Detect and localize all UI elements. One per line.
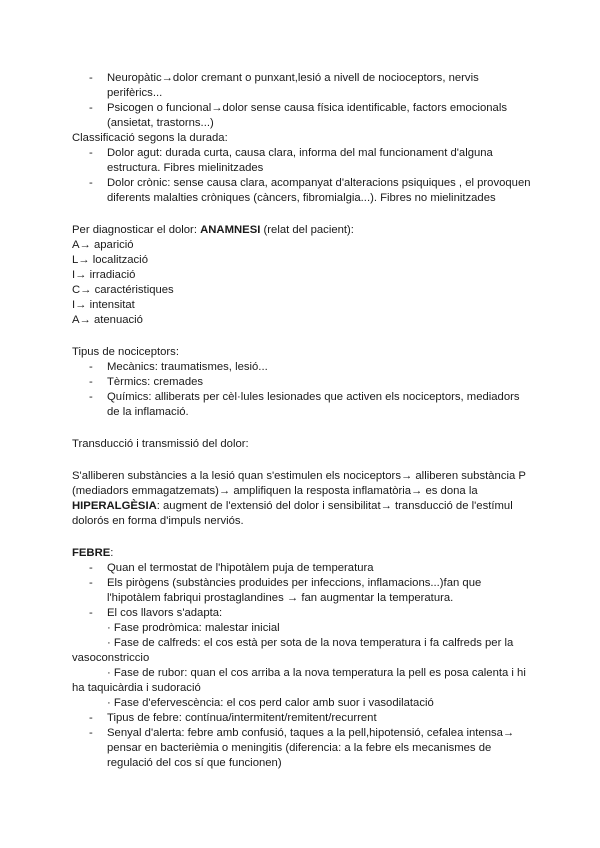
- list-item: - Dolor agut: durada curta, causa clara, informa del mal funcionament d'alguna estructura. Fibres mielinitzades: [72, 146, 532, 176]
- hiperalgesia-keyword: HIPERALGÈSIA: [72, 500, 157, 512]
- alicia-item: A→ atenuació: [72, 314, 143, 326]
- list-item: - Quan el termostat de l'hipotàlem puja de temperatura: [72, 561, 532, 576]
- alicia-item: I→ irradiació: [72, 269, 136, 281]
- list-item: - Els pirògens (substàncies produides per infeccions, inflamacions...)fan que l'hipotàlem fabriqui prostaglandines → fan augmentar la temperatura.: [72, 576, 532, 606]
- febre-phase-prodromica: · Fase prodròmica: malestar inicial: [107, 622, 280, 634]
- febre-list-after: [72, 711, 532, 771]
- nociceptors-heading: Tipus de nociceptors:: [72, 346, 179, 358]
- nociceptors-list: [72, 360, 532, 420]
- febre-phase-rubor-cont: ha taquicàrdia i sudoració: [72, 682, 201, 694]
- transduccio-heading: Transducció i transmissió del dolor:: [72, 438, 249, 450]
- febre-phase-efervescencia: · Fase d'efervescència: el cos perd calor amb suor i vasodilatació: [107, 697, 434, 709]
- febre-phase-calfreds-cont: vasoconstriccio: [72, 652, 150, 664]
- list-item: - Tipus de febre: contínua/intermitent/remitent/recurrent: [72, 711, 532, 726]
- febre-colon: :: [110, 547, 114, 559]
- list-item: - Psicogen o funcional→dolor sense causa física identificable, factors emocionals (ansietat, trastorns...): [72, 101, 532, 131]
- febre-list: [72, 561, 532, 621]
- alicia-item: L→ localització: [72, 254, 148, 266]
- febre-keyword: FEBRE: [72, 547, 111, 559]
- list-item: - Neuropàtic→dolor cremant o punxant,lesió a nivell de nocioceptors, nervis perifèrics...: [72, 71, 532, 101]
- anamnesi-keyword: ANAMNESI: [200, 224, 261, 236]
- diagnostic-line: [72, 223, 532, 238]
- dolor-types-list: [72, 71, 532, 131]
- list-item: - Mecànics: traumatismes, lesió...: [72, 360, 532, 375]
- list-item: - Senyal d'alerta: febre amb confusió, taques a la pell,hipotensió, cefalea intensa→ pensar en bacterièmia o meningitis (diferencia: a la febre els mecanismes de regulació del cos sí que funcionen): [72, 726, 532, 771]
- durada-heading: Classificació segons la durada:: [72, 132, 228, 144]
- list-item: - Dolor crònic: sense causa clara, acompanyat d'alteracions psiquiques , el provoquen diferents malalties cròniques (càncers, fibromialgia...). Fibres no mielinitzades: [72, 176, 532, 206]
- febre-phase-calfreds: · Fase de calfreds: el cos està per sota de la nova temperatura i fa calfreds per la: [107, 637, 514, 649]
- diagnostic-prefix: Per diagnosticar el dolor:: [72, 224, 201, 236]
- alicia-item: C→ caractéristiques: [72, 284, 174, 296]
- durada-list: [72, 146, 532, 206]
- transduccio-text-2: : augment de l'extensió del dolor i sensibilitat→ transducció de l'estímul dolorós en forma d'impuls nerviós.: [72, 500, 513, 527]
- transduccio-paragraph: [72, 469, 532, 529]
- alicia-item: A→ aparició: [72, 239, 134, 251]
- list-item: - El cos llavors s'adapta:: [72, 606, 532, 621]
- alicia-item: I→ intensitat: [72, 299, 135, 311]
- list-item: - Tèrmics: cremades: [72, 375, 532, 390]
- list-item: - Químics: alliberats per cèl·lules lesionades que activen els nociceptors, mediadors de la inflamació.: [72, 390, 532, 420]
- document-content: [72, 71, 532, 771]
- febre-phase-rubor: · Fase de rubor: quan el cos arriba a la nova temperatura la pell es posa calenta i hi: [107, 667, 526, 679]
- diagnostic-suffix: (relat del pacient):: [260, 224, 354, 236]
- transduccio-text-1: S'alliberen substàncies a la lesió quan s'estimulen els nociceptors→ alliberen substància P (mediadors emmagatzemats)→ amplifiquen la resposta inflamatòria→ es dona la: [72, 470, 526, 497]
- febre-heading: [72, 546, 532, 561]
